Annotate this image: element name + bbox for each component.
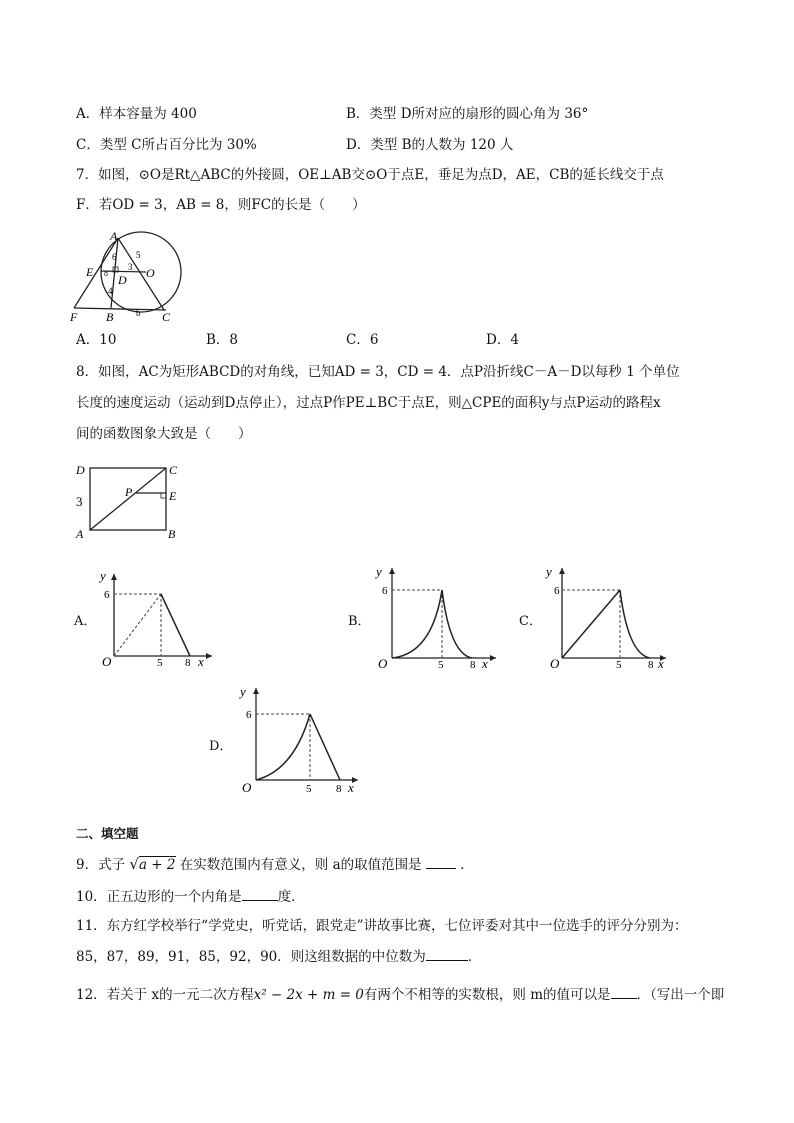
q7-figure-circle	[66, 226, 196, 322]
q8-graph-label-b: B．	[348, 614, 371, 629]
q8-graph-a	[96, 568, 216, 668]
graph-a-y-label: y	[100, 568, 106, 583]
q7-fig-label-o: O	[146, 266, 155, 280]
q8-graph-label-a: A．	[74, 614, 97, 629]
q10-answer-blank[interactable]	[242, 886, 278, 901]
graph-b-8-tick: 8	[470, 659, 476, 671]
q8-fig-label-p: P	[125, 485, 133, 499]
q7-option-d: D．4	[486, 332, 519, 348]
q8-fig-label-c: C	[169, 463, 178, 477]
graph-c-y-label: y	[546, 564, 552, 579]
q8-fig-label-d: D	[76, 463, 85, 477]
graph-c-5-tick: 5	[616, 659, 622, 671]
q9-radicand: a + 2	[138, 857, 176, 873]
graph-b-6-tick: 6	[382, 585, 388, 597]
q9-end: ．	[460, 857, 474, 873]
q12-pre: 12．若关于 x的一元二次方程	[76, 987, 254, 1003]
q7-fig-label-c: C	[162, 310, 171, 322]
graph-c-8-tick: 8	[648, 659, 654, 671]
graph-d-8-tick: 8	[336, 783, 342, 795]
q7-text-line2: F．若OD = 3，AB = 8，则FC的长是（ ）	[76, 197, 366, 213]
q12-end: ．（写出一个即	[636, 987, 725, 1003]
q11-end: ．	[467, 949, 482, 965]
graph-d-y-label: y	[240, 684, 246, 699]
graph-d-6-tick: 6	[246, 709, 252, 721]
q11-line2-pre: 85，87，89，91，85，92，90．则这组数据的中位数为	[76, 949, 426, 965]
q12-line	[76, 984, 724, 1005]
graph-b-x-label: x	[482, 656, 488, 671]
q7-fig-note-6: 6	[112, 252, 117, 262]
q7-fig-note-3: 3	[128, 262, 133, 272]
q7-fig-note-5: 5	[136, 250, 141, 260]
q9-answer-blank[interactable]	[426, 854, 456, 869]
q7-fig-label-d: D	[118, 273, 127, 287]
q6-option-a: A．样本容量为 400	[76, 106, 197, 122]
q9-pre: 9．式子	[76, 857, 126, 873]
q7-option-c: C．6	[346, 332, 379, 348]
q7-fig-label-b: B	[106, 310, 114, 322]
q8-graph-label-c: C．	[519, 614, 542, 629]
graph-d-origin: O	[242, 780, 252, 795]
q7-fig-note-b: b	[136, 308, 141, 318]
q8-figure-rectangle	[72, 458, 190, 544]
q7-fig-label-a: A	[110, 229, 118, 243]
q6-option-d: D．类型 B的人数为 120 人	[346, 137, 514, 153]
q7-fig-note-4: 4	[108, 286, 113, 296]
graph-c-x-label: x	[658, 656, 664, 671]
q8-fig-label-a: A	[76, 527, 84, 541]
q6-option-b: B．类型 D所对应的扇形的圆心角为 36°	[346, 106, 589, 122]
q7-option-a: A．10	[76, 332, 117, 348]
q8-graph-b	[370, 562, 500, 672]
q9-post: 在实数范围内有意义，则 a的取值范围是	[179, 857, 422, 873]
q10-end: 度．	[277, 889, 305, 905]
q8-text-line2: 长度的速度运动（运动到D点停止），过点P作PE⊥BC于点E，则△CPE的面积y与点P运动的路程x	[76, 395, 661, 411]
graph-a-6-tick: 6	[104, 589, 110, 601]
section-title-fill-in: 二、填空题	[76, 826, 139, 841]
graph-a-x-label: x	[198, 654, 204, 668]
graph-a-8-tick: 8	[185, 657, 191, 668]
q9-line	[76, 854, 474, 875]
q8-text-line3: 间的函数图象大致是（ ）	[76, 426, 252, 442]
q8-graph-d	[232, 684, 362, 796]
q8-fig-note-3: 3	[76, 494, 83, 509]
q8-graph-label-d: D．	[209, 739, 233, 754]
q11-answer-blank[interactable]	[426, 946, 468, 961]
q8-fig-label-e: E	[169, 489, 177, 503]
q12-equation: x² − 2x + m = 0	[253, 987, 364, 1003]
q11-text-line1: 11．东方红学校举行“学党史，听党话，跟党走”讲故事比赛，七位评委对其中一位选手的评分分别为：	[76, 918, 688, 934]
graph-b-origin: O	[378, 656, 388, 671]
q7-fig-label-f: F	[70, 310, 78, 322]
graph-a-5-tick: 5	[157, 657, 163, 668]
q7-option-b: B．8	[206, 332, 239, 348]
q7-fig-label-e: E	[86, 265, 94, 279]
graph-d-5-tick: 5	[306, 783, 312, 795]
graph-a-origin: O	[102, 654, 112, 668]
q8-text-line1: 8．如图，AC为矩形ABCD的对角线，已知AD = 3，CD = 4．点P沿折线C－A－D以每秒 1 个单位	[76, 364, 680, 380]
q7-fig-note-8: 8	[104, 269, 108, 278]
q12-mid: 有两个不相等的实数根，则 m的值可以是	[363, 987, 611, 1003]
graph-c-6-tick: 6	[554, 585, 560, 597]
graph-c-origin: O	[550, 656, 560, 671]
q7-text-line1: 7．如图，⊙O是Rt△ABC的外接圆，OE⊥AB交⊙O于点E，垂足为点D，AE，CB的延长线交于点	[76, 167, 664, 183]
q9-sqrt: √a + 2	[129, 855, 176, 873]
q8-graph-c	[540, 562, 670, 672]
q8-fig-label-b: B	[168, 527, 176, 541]
q10-line	[76, 886, 305, 907]
graph-d-x-label: x	[348, 780, 354, 795]
q10-pre: 10．正五边形的一个内角是	[76, 889, 242, 905]
graph-b-5-tick: 5	[438, 659, 444, 671]
q6-option-c: C．类型 C所占百分比为 30%	[76, 137, 257, 153]
q11-line2	[76, 946, 481, 967]
q12-answer-blank[interactable]	[611, 984, 637, 999]
graph-b-y-label: y	[376, 564, 382, 579]
